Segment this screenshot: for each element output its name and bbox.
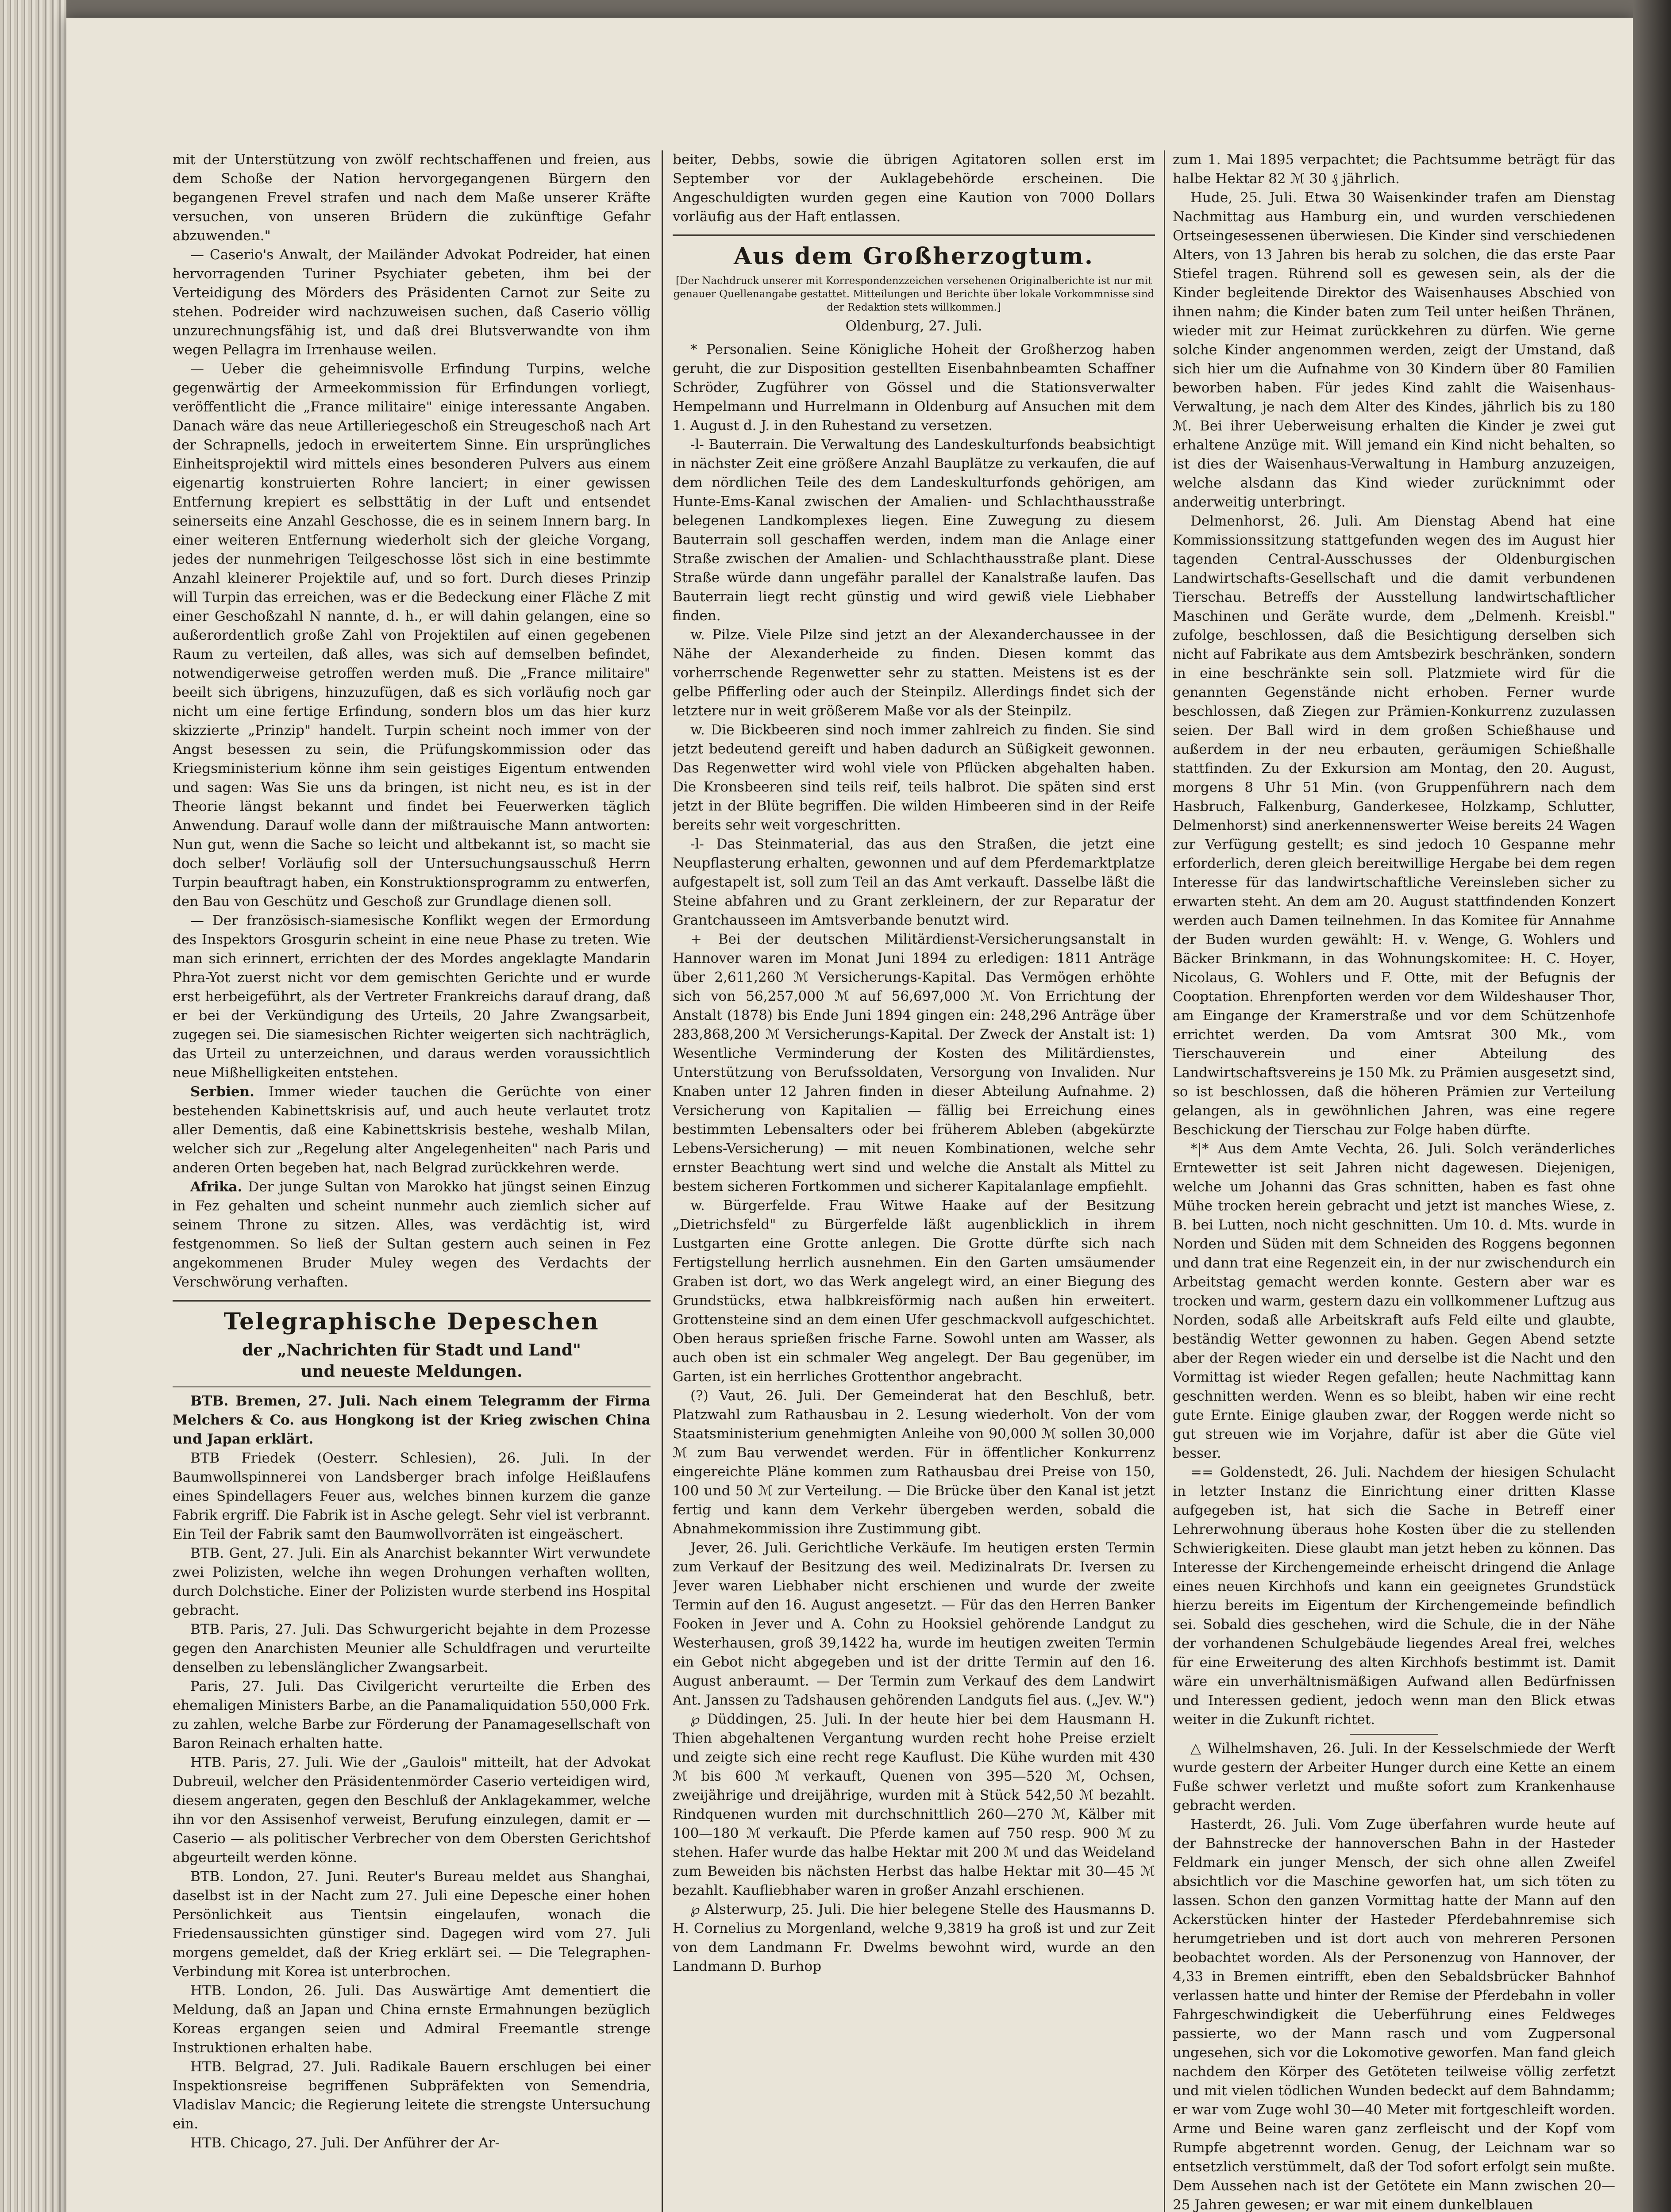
news-item-text: Der junge Sultan von Marokko hat jüngst seinen Einzug in Fez gehalten und scheint nunmehr auch ziemlich sicher auf seinem Throne zu sitzen. Alles, was verdächtig ist, wird festgenommen. So ließ der Sultan gestern auch seinen in Fez angekommenen Bruder Muley wegen des Verdachts der Verschwörung verhaften. xyxy=(173,1179,651,1290)
newspaper-page xyxy=(66,18,1633,2212)
section-divider xyxy=(1350,1734,1438,1735)
telegram-item: BTB. Gent, 27. Juli. Ein als Anarchist bekannter Wirt verwundete zwei Polizisten, welche ihn wegen Drohungen verhaften wollten, durch Dolchstiche. Einer der Polizisten wurde sterbend ins Hospital gebracht. xyxy=(173,1545,651,1618)
news-item: Delmenhorst, 26. Juli. Am Dienstag Abend hat eine Kommissionssitzung stattgefunden wegen des im August hier tagenden Central-Ausschusses der Oldenburgischen Landwirtschafts-Gesellschaft und die damit verbundenen Tierschau. Betreffs der Ausstellung landwirtschaftlicher Maschinen und Geräte wurde, dem „Delmenh. Kreisbl." zufolge, beschlossen, daß die Besichtigung derselben sich nicht auf Fabrikate aus dem Amtsbezirk beschränken, sondern in eine beschränkte sein soll. Platzmiete wird für die genannten Gegenstände nicht erhoben. Ferner wurde beschlossen, daß Ziegen zur Prämien-Konkurrenz zuzulassen seien. Der Ball wird in dem großen Schießhause und außerdem in der neu erbauten, geräumigen Schießhalle stattfinden. Zu der Exkursion am Montag, den 20. August, morgens 8 Uhr 51 Min. (von Gruppenführern nach dem Hasbruch, Falkenburg, Ganderkesee, Holzkamp, Schlutter, Delmenhorst) sind anerkennenswerter Weise bereits 24 Wagen zur Verfügung gestellt; es sind jedoch 10 Gespanne mehr erforderlich, deren gleich bereitwillige Hergabe bei dem regen Interesse für das landwirtschaftliche Vereinsleben sicher zu erwarten steht. An dem am 20. August stattfindenden Konzert werden auch Damen teilnehmen. In das Komitee für Annahme der Buden wurden gewählt: H. v. Wenge, G. Wohlers und Bäcker Brinkmann, in das Wohnungskomitee: H. C. Hoyer, Nicolaus, G. Wohlers und F. Otte, mit der Befugnis der Cooptation. Ehrenpforten werden vor dem Wildeshauser Thor, am Eingange der Kramerstraße und vor dem Schützenhofe errichtet werden. Da vom Amtsrat 300 Mk., vom Tierschauverein und einer Abteilung des Landwirtschaftsvereins je 150 Mk. zu Prämien ausgesetzt sind, so ist beschlossen, daß die höheren Prämien zur Verteilung gelangen, als in gewöhnlichen Jahren, was eine regere Beschickung der Tierschau zur Folge haben dürfte. xyxy=(1173,513,1615,1138)
reprint-notice: [Der Nachdruck unserer mit Korrespondenzzeichen versehenen Originalberichte ist nur mit genauer Quellenangabe gestattet. Mitteilungen und Berichte über lokale Vorkommnisse sind der Redaktion stets willkommen.] xyxy=(673,275,1155,313)
news-item: + Bei der deutschen Militärdienst-Versicherungsanstalt in Hannover waren im Monat Juni 1894 zu erledigen: 1811 Anträge über 2,611,260 ℳ Versicherungs-Kapital. Das Vermögen erhöhte sich von 56,257,000 ℳ auf 56,697,000 ℳ. Von Errichtung der Anstalt (1878) bis Ende Juni 1894 gingen ein: 248,296 Anträge über 283,868,200 ℳ Versicherungs-Kapital. Der Zweck der Anstalt ist: 1) Wesentliche Verminderung der Kosten des Militärdienstes, Unterstützung von Berufssoldaten, Versorgung von Invaliden. Nur Knaben unter 12 Jahren finden in dieser Abteilung Aufnahme. 2) Versicherung von Kapitalien — fällig bei Erreichung eines bestimmten Lebensalters oder bei früherem Ableben (abgekürzte Lebens-Versicherung) — mit neuen Kombinationen, welche sehr ernster Beachtung wert sind und welche die Anstalt als Mittel zu bestem sicheren Fortkommen und sicherer Kapitalanlage empfiehlt. xyxy=(673,931,1155,1194)
telegram-item: BTB. Paris, 27. Juli. Das Schwurgericht bejahte in dem Prozesse gegen den Anarchisten Meunier alle Schuldfragen und verurteilte denselben zu lebenslänglicher Zwangsarbeit. xyxy=(173,1621,651,1675)
telegram-item: HTB. Paris, 27. Juli. Wie der „Gaulois" mitteilt, hat der Advokat Dubreuil, welcher den Präsidentenmörder Caserio verteidigen wird, diesem angeraten, gegen den Beschluß der Anklagekammer, welche ihn vor den Assisenhof verweist, Berufung einzulegen, damit er — Caserio — als politischer Verbrecher von dem Obersten Gerichtshof abgeurteilt werden könne. xyxy=(173,1755,651,1866)
news-item: ℘ Alsterwurp, 25. Juli. Die hier belegene Stelle des Hausmanns D. H. Cornelius zu Morgenland, welche 9,3819 ha groß ist und zur Zeit von dem Landmann Fr. Dwelms bewohnt wird, wurde an den Landmann D. Burhop xyxy=(673,1901,1155,1974)
news-item-afrika xyxy=(173,1178,651,1292)
article-paragraph: mit der Unterstützung von zwölf rechtschaffenen und freien, aus dem Schoße der Nation hervorgegangenen Bürgern den begangenen Frevel strafen und nach dem Maße unserer Kräfte versuchen, von unseren Brüdern die zukünftige Gefahr abzuwenden." xyxy=(173,152,651,244)
section-heading-grossherzogtum: Aus dem Großherzogtum. xyxy=(734,243,1094,270)
news-item: Hasterdt, 26. Juli. Vom Zuge überfahren wurde heute auf der Bahnstrecke der hannoverschen Bahn in der Hasteder Feldmark ein junger Mensch, der sich ohne allen Zweifel absichtlich vor die Maschine geworfen hat, um sich töten zu lassen. Schon den ganzen Vormittag hatte der Mann auf den Ackerstücken hinter der Hasteder Pferdebahnremise sich herumgetrieben und ist dort auch von mehreren Personen beobachtet worden. Als der Personenzug von Hannover, der 4,33 in Bremen eintrifft, eben den Sebaldsbrücker Bahnhof verlassen hatte und hinter der Remise der Pferdebahn in voller Fahrgeschwindigkeit die Ueberführung eines Feldweges passierte, wo der Mann rasch und vom Zugpersonal ungesehen, sich vor die Lokomotive geworfen. Man fand gleich nachdem den Körper des Getöteten teilweise völlig zerfetzt und mit vielen tödlichen Wunden bedeckt auf dem Bahndamm; er war vom Zuge wohl 30—40 Meter mit fortgeschleift worden. Arme und Beine waren ganz zerfleischt und der Kopf vom Rumpfe abgetrennt worden. Genug, der Leichnam war so entsetzlich verstümmelt, daß der Tod sofort erfolgt sein mußte. Dem Aussehen nach ist der Getötete ein Mann zwischen 20—25 Jahren gewesen; er war mit einem dunkelblauen xyxy=(1173,1816,1615,2212)
news-item: *|* Aus dem Amte Vechta, 26. Juli. Solch veränderliches Erntewetter ist seit Jahren nicht dagewesen. Diejenigen, welche um Johanni das Gras schnitten, haben es fast ohne Mühe trocken herein gebracht und jetzt ist manches Wiese, z. B. bei Lutten, noch nicht geschnitten. Um 10. d. Mts. wurde in Norden und Süden mit dem Schneiden des Roggens begonnen und dann trat eine Regenzeit ein, in der nur zwischendurch ein Arbeitstag gemacht werden konnte. Gestern aber war es trocken und warm, gestern dazu ein vollkommener Luftzug aus Norden, sodaß alle Arbeitskraft aufs Feld eilte und glaubte, beständig Wetter gewonnen zu haben. Gegen Abend setzte aber der Regen wieder ein und derselbe ist die Nacht und den Vormittag ist wieder Regen gefallen; heute Nachmittag kann geschnitten werden. Wenn es so bleibt, haben wir eine recht gute Ernte. Einige glauben zwar, der Roggen werde nicht so gut streuen wie im Vorjahre, dafür ist aber die Güte viel besser. xyxy=(1173,1141,1615,1461)
section-divider xyxy=(673,234,1155,236)
news-item: (?) Vaut, 26. Juli. Der Gemeinderat hat den Beschluß, betr. Platzwahl zum Rathausbau in 2. Lesung wiederholt. Von der vom Staatsministerium genehmigten Anleihe von 90,000 ℳ sollen 30,000 ℳ zum Bau verwendet werden. Für in öffentlicher Konkurrenz eingereichte Pläne kommen zum Rathausbau drei Preise von 150, 100 und 50 ℳ zur Verteilung. — Die Brücke über den Kanal ist jetzt fertig und kann dem Verkehr übergeben werden, sobald die Abnahmekommission ihre Zustimmung gibt. xyxy=(673,1388,1155,1537)
news-item: ℘ Düddingen, 25. Juli. In der heute hier bei dem Hausmann H. Thien abgehaltenen Vergantung wurden recht hohe Preise erzielt und zeigte sich eine recht rege Kauflust. Die Kühe wurden mit 430 ℳ bis 600 ℳ verkauft, Quenen von 395—520 ℳ, Ochsen, zweijährige und dreijährige, wurden mit à Stück 542,50 ℳ bezahlt. Rindquenen wurden mit durchschnittlich 260—270 ℳ, Kälber mit 100—180 ℳ verkauft. Die Pferde kamen auf 750 resp. 900 ℳ zu stehen. Hafer wurde das halbe Hektar mit 200 ℳ und das Weideland zum Beweiden bis nächsten Herbst das halbe Hektar mit 30—45 ℳ bezahlt. Kaufliebhaber waren in großer Anzahl erschienen. xyxy=(673,1711,1155,1898)
article-paragraph: beiter, Debbs, sowie die übrigen Agitatoren sollen erst im September vor der Auklagebehörde erscheinen. Die Angeschuldigten wurden gegen eine Kaution von 7000 Dollars vorläufig aus der Haft entlassen. xyxy=(673,152,1155,225)
news-item-serbien xyxy=(173,1083,651,1178)
news-item: w. Die Bickbeeren sind noch immer zahlreich zu finden. Sie sind jetzt bedeutend gereift und haben dadurch an Süßigkeit gewonnen. Das Regenwetter wird wohl viele von Pflücken abgehalten haben. Die Kronsbeeren sind teils reif, teils halbrot. Die späten sind erst jetzt in der Blüte begriffen. Die wilden Himbeeren sind in der Reife bereits sehr weit vorgeschritten. xyxy=(673,722,1155,833)
column-3 xyxy=(1173,150,1615,2212)
column-1 xyxy=(173,150,651,2212)
section-divider xyxy=(173,1300,651,1302)
telegram-item: HTB. Chicago, 27. Juli. Der Anführer der Ar- xyxy=(190,2135,500,2151)
telegram-item: HTB. Belgrad, 27. Juli. Radikale Bauern erschlugen bei einer Inspektionsreise begriffenen Subpräfekten von Semendria, Vladislav Mancic; die Regierung leitete die strengste Untersuchung ein. xyxy=(173,2059,651,2132)
section-subheading: und neueste Meldungen. xyxy=(300,1362,523,1381)
article-paragraph: — Caserio's Anwalt, der Mailänder Advokat Podreider, hat einen hervorragenden Turiner Psychiater gebeten, ihm bei der Verteidigung des Mörders des Präsidenten Carnot zur Seite zu stehen. Podreider wird nachzuweisen suchen, daß Caserio völlig unzurechnungsfähig ist, und daß drei Blutsverwandte von ihm wegen Pellagra im Irrenhause weilen. xyxy=(173,247,651,358)
news-item-label: Serbien. xyxy=(190,1084,254,1100)
news-item: == Goldenstedt, 26. Juli. Nachdem der hiesigen Schulacht in letzter Instanz die Einrichtung einer dritten Klasse aufgegeben ist, hat sich die Sache in Betreff einer Lehrerwohnung überaus hohe Kosten über die zu stellenden Schwierigkeiten. Diese glaubt man jetzt heben zu können. Das Interesse der Kirchengemeinde erheischt dringend die Anlage eines neuen Kirchhofs und kann ein geeignetes Grundstück hierzu bereits im Eigentum der Kirchengemeinde befindlich sei. Sobald dies geschehen, wird die Schule, die in der Nähe der vorhandenen Schulgebäude liegendes Areal frei, welches für eine Erweiterung des alten Kirchhofs bestimmt ist. Damit wäre ein unverhältnismäßigen Aufwand allen Bedürfnissen und Interessen gedient, jedoch wenn man den Blick etwas weiter in die Zukunft richtet. xyxy=(1173,1464,1615,1728)
dateline: Oldenburg, 27. Juli. xyxy=(845,318,982,334)
news-item: Hude, 25. Juli. Etwa 30 Waisenkinder trafen am Dienstag Nachmittag aus Hamburg ein, und wurden verschiedenen Ortseingesessenen überwiesen. Die Kinder sind verschiedenen Alters, von 13 Jahren bis herab zu solchen, die das erste Paar Stiefel tragen. Rührend soll es gewesen sein, als der die Kinder begleitende Direktor des Waisenhauses Abschied von ihnen nahm; die Kinder baten zum Teil unter heißen Thränen, wieder mit zur Heimat zurückkehren zu dürfen. Wie gerne solche Kinder angenommen werden, zeigt der Umstand, daß sich hier um die Aufnahme von 30 Kindern über 80 Familien beworben haben. Für jedes Kind zahlt die Waisenhaus-Verwaltung, je nach dem Alter des Kindes, jährlich bis zu 180 ℳ. Bei ihrer Ueberweisung erhalten die Kinder je zwei gut erhaltene Anzüge mit. Will jemand ein Kind nicht behalten, so ist dies der Waisenhaus-Verwaltung in Hamburg anzuzeigen, welche alsdann das Kind wieder zurücknimmt oder anderweitig unterbringt. xyxy=(1173,190,1615,510)
telegram-item: HTB. London, 26. Juli. Das Auswärtige Amt dementiert die Meldung, daß an Japan und China ernste Ermahnungen bezüglich Koreas ergangen seien und Admiral Freemantle strenge Instruktionen erhalten habe. xyxy=(173,1983,651,2056)
news-item: w. Pilze. Viele Pilze sind jetzt an der Alexanderchaussee in der Nähe der Alexanderheide zu finden. Diesen kommt das vorherrschende Regenwetter sehr zu statten. Meistens ist es der gelbe Pfifferling oder auch der Steinpilz. Allerdings findet sich der letztere nur in weit größerem Maße vor als der Steinpilz. xyxy=(673,627,1155,719)
news-item-label: Afrika. xyxy=(190,1179,243,1195)
news-item: * Personalien. Seine Königliche Hoheit der Großherzog haben geruht, die zur Disposition gestellten Eisenbahnbeamten Schaffner Schröder, Zugführer von Gössel und die Stationsverwalter Hempelmann und Hurrelmann in Oldenburg auf Ansuchen mit dem 1. August d. J. in den Ruhestand zu versetzen. xyxy=(673,342,1155,434)
news-item: -l- Das Steinmaterial, das aus den Straßen, die jetzt eine Neupflasterung erhalten, gewonnen und auf dem Pferdemarktplatze aufgestapelt ist, soll zum Teil an das Amt verkauft. Dasselbe läßt die Steine abfahren und zu Grant zerkleinern, der zur Reparatur der Grantchausseen im Amtsverbande benutzt wird. xyxy=(673,836,1155,928)
news-item: △ Wilhelmshaven, 26. Juli. In der Kesselschmiede der Werft wurde gestern der Arbeiter Hunger durch eine Kette an einem Fuße schwer verletzt und mußte sofort zum Krankenhause gebracht werden. xyxy=(1173,1740,1615,1813)
telegram-item: BTB. London, 27. Juni. Reuter's Bureau meldet aus Shanghai, daselbst ist in der Nacht zum 27. Juli eine Depesche einer hohen Persönlichkeit aus Tientsin eingelaufen, wonach die Friedensaussichten günstiger sind. Dagegen wird vom 27. Juli morgens gemeldet, daß der Krieg erklärt sei. — Die Telegraphen-Verbindung mit Korea ist unterbrochen. xyxy=(173,1869,651,1980)
telegram-item: BTB. Bremen, 27. Juli. Nach einem Telegramm der Firma Melchers & Co. aus Hongkong ist der Krieg zwischen China und Japan erklärt. xyxy=(173,1393,651,1447)
news-item: Jever, 26. Juli. Gerichtliche Verkäufe. Im heutigen ersten Termin zum Verkauf der Besitzung des weil. Medizinalrats Dr. Iversen zu Jever waren Liebhaber nicht erschienen und wurde der zweite Termin auf den 16. August angesetzt. — Für das den Herren Banker Fooken in Jever und A. Cohn zu Hooksiel gehörende Landgut zu Westerhausen, groß 39,1422 ha, wurde im heutigen zweiten Termin ein Gebot nicht abgegeben und ist der dritte Termin auf den 16. August anberaumt. — Der Termin zum Verkauf des dem Landwirt Ant. Janssen zu Tadshausen gehörenden Landguts fiel aus. („Jev. W.") xyxy=(673,1540,1155,1708)
telegram-item: BTB Friedek (Oesterr. Schlesien), 26. Juli. In der Baumwollspinnerei von Landsberger brach infolge Heißlaufens eines Spindellagers Feuer aus, welches binnen kurzem die ganze Fabrik ergriff. Die Fabrik ist in Asche gelegt. Sehr viel ist verbrannt. Ein Teil der Fabrik samt den Baumwollvorräten ist eingeäschert. xyxy=(173,1450,651,1542)
column-2 xyxy=(673,150,1155,2212)
news-item-text: Immer wieder tauchen die Gerüchte von einer bestehenden Kabinettskrisis auf, und auch heute verlautet trotz aller Dementis, daß eine Kabinettskrisis bestehe, weshalb Milan, welcher sich zur „Regelung alter Angelegenheiten" nach Paris und anderen Orten begeben hat, nach Belgrad zurückkehren werde. xyxy=(173,1084,651,1176)
telegram-item: Paris, 27. Juli. Das Civilgericht verurteilte die Erben des ehemaligen Ministers Barbe, an die Panamaliquidation 550,000 Frk. zu zahlen, welche Barbe zur Förderung der Panamagesellschaft von Baron Reinach erhalten hatte. xyxy=(173,1678,651,1751)
section-subheading: der „Nachrichten für Stadt und Land" xyxy=(242,1341,581,1359)
column-rule xyxy=(1164,150,1165,2212)
article-paragraph: zum 1. Mai 1895 verpachtet; die Pachtsumme beträgt für das halbe Hektar 82 ℳ 30 ₰ jährlich. xyxy=(1173,152,1615,187)
book-spine-gutter xyxy=(0,0,66,2212)
article-paragraph: — Der französisch-siamesische Konflikt wegen der Ermordung des Inspektors Grosgurin scheint in eine neue Phase zu treten. Wie man sich erinnert, errichten der des Mordes angeklagte Mandarin Phra-Yot zuerst nicht vor dem gemischten Gerichte und er wurde erst herbeigeführt, als der Vertreter Frankreichs darauf drang, daß er bei der Verkündigung des Urteils, 20 Jahre Zwangsarbeit, zugegen sei. Die siamesischen Richter weigerten sich nachträglich, das Urteil zu unterzeichnen, und daraus werden voraussichtlich neue Mißhelligkeiten entstehen. xyxy=(173,913,651,1081)
news-item: w. Bürgerfelde. Frau Witwe Haake auf der Besitzung „Dietrichsfeld" zu Bürgerfelde läßt augenblicklich in ihrem Lustgarten eine Grotte anlegen. Die Grotte dürfte sich nach Fertigstellung herrlich ausnehmen. Ein den Garten umsäumender Graben ist dort, wo das Werk angelegt wird, an einer Biegung des Grundstücks, etwa halbkreisförmig nach außen hin erweitert. Grottensteine sind an dem einen Ufer geschmackvoll aufgeschichtet. Oben heraus sprießen frische Farne. Sowohl unten am Wasser, als auch oben ist ein schmaler Weg angelegt. Der Bau gegenüber, im Garten, ist ein herrliches Grottenthor angebracht. xyxy=(673,1198,1155,1385)
article-paragraph: — Ueber die geheimnisvolle Erfindung Turpins, welche gegenwärtig der Armeekommission für Erfindungen vorliegt, veröffentlicht die „France militaire" einige interessante Angaben. Danach wäre das neue Artilleriegeschoß ein Streugeschoß nach Art der Schrapnells, jedoch in erweitertem Sinne. Ein ursprüngliches Einheitsprojektil wird mittels eines besonderen Pulvers aus einem eigenartig konstruierten Rohre lanciert; in einer gewissen Entfernung krepiert es selbsttätig in der Luft und entsendet seinerseits eine Anzahl Geschosse, die es in seinem Innern barg. In einer weiteren Entfernung wiederholt sich der gleiche Vorgang, jedes der nunmehrigen Teilgeschosse löst sich in eine bestimmte Anzahl kleinerer Projektile auf, und so fort. Durch dieses Prinzip will Turpin das erreichen, was er die Bedeckung einer Fläche Z mit einer Geschoßzahl N nannte, d. h., er will dahin gelangen, eine so außerordentlich große Zahl von Projektilen auf einen gegebenen Raum zu verteilen, daß alles, was sich auf demselben befindet, notwendigerweise getroffen werden muß. Die „France militaire" beeilt sich übrigens, hinzuzufügen, daß es sich vorläufig noch gar nicht um eine fertige Erfindung, sondern blos um das hier kurz skizzierte „Prinzip" handelt. Turpin scheint noch immer von der Angst besessen zu sein, die Prüfungskommission oder das Kriegsministerium könne ihm sein geistiges Eigentum entwenden und sagen: Was Sie uns da bringen, ist nicht neu, es ist in der Theorie längst bekannt und findet bei Feuerwerken täglich Anwendung. Darauf wolle dann der mißtrauische Mann antworten: Nun gut, wenn die Sache so leicht und altbekannt ist, so macht sie doch selber! Vorläufig soll der Untersuchungsausschuß Herrn Turpin beauftragt haben, ein Konstruktionsprogramm zu entwerfen, den Bau von Geschütz und Geschoß zur Grundlage dienen soll. xyxy=(173,361,651,910)
section-heading-telegraph: Telegraphische Depeschen xyxy=(223,1308,600,1335)
section-divider xyxy=(173,1386,651,1387)
news-item: -l- Bauterrain. Die Verwaltung des Landeskulturfonds beabsichtigt in nächster Zeit eine größere Anzahl Bauplätze zu verkaufen, die auf dem nördlichen Teile des dem Landeskulturfonds gehörigen, am Hunte-Ems-Kanal zwischen der Amalien- und Schlachthausstraße belegenen Landkomplexes liegen. Eine Zuwegung zu diesem Bauterrain soll geschaffen werden, indem man die Anlage einer Straße zwischen der Amalien- und Schlachthausstraße plant. Diese Straße würde dann ungefähr parallel der Kanalstraße laufen. Das Bauterrain liegt recht günstig und wird gewiß viele Liebhaber finden. xyxy=(673,437,1155,624)
book-edge-shadow xyxy=(1633,0,1671,2212)
column-rule xyxy=(662,150,663,2212)
